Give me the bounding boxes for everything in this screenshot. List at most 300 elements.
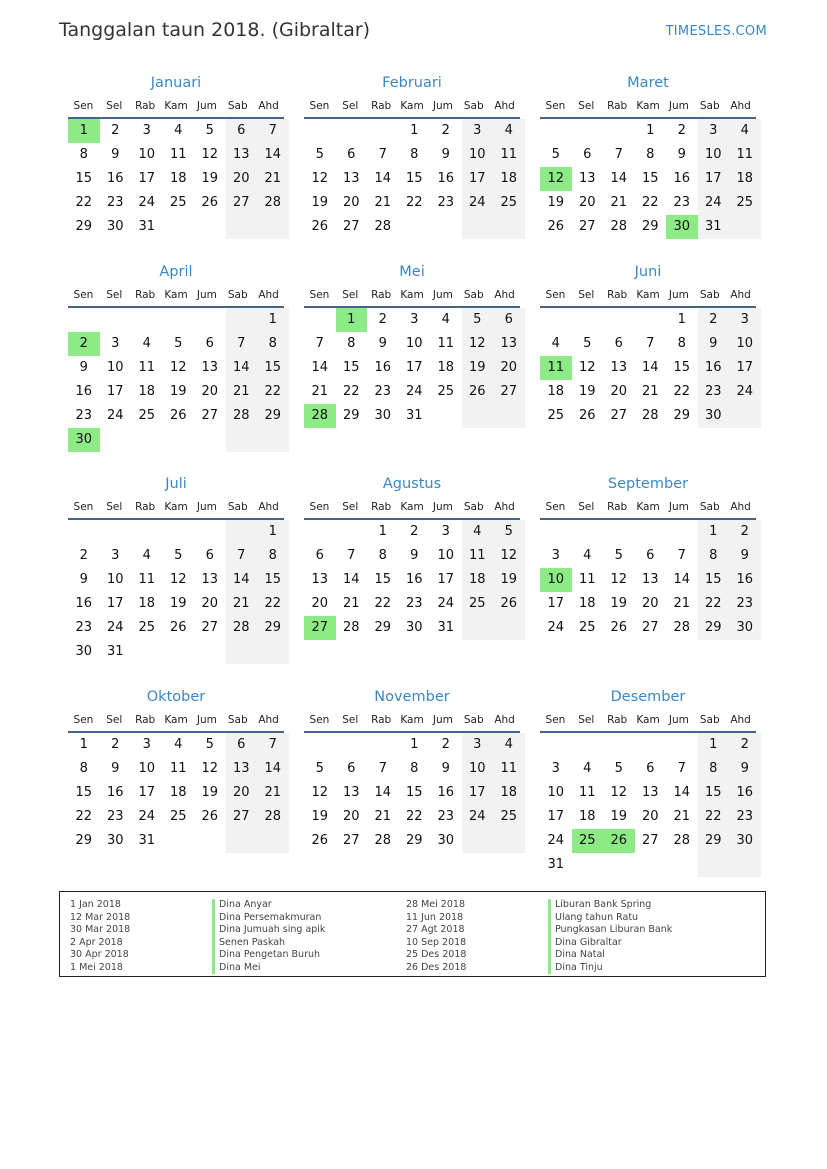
weekday-header <box>540 496 756 520</box>
day-cell: 30 <box>437 833 455 848</box>
day-cell: 29 <box>698 829 730 853</box>
month-title: April <box>159 264 193 280</box>
day-cell: 14 <box>226 568 258 592</box>
day-cell: 22 <box>405 195 423 210</box>
weekday-label: Jum <box>432 100 453 112</box>
day-cell: 14 <box>257 757 289 781</box>
day-cell: 26 <box>201 809 219 824</box>
day-cell: 1 <box>257 308 289 332</box>
day-cell: 18 <box>462 568 494 592</box>
day-cell: 11 <box>138 360 156 375</box>
holiday-date: 30 Mar 2018 <box>70 924 131 935</box>
day-cell: 19 <box>169 384 187 399</box>
day-cell: 19 <box>311 195 329 210</box>
day-cell: 31 <box>698 215 730 239</box>
day-cell: 26 <box>547 219 565 234</box>
empty-cell <box>367 733 399 757</box>
day-cell: 10 <box>405 336 423 351</box>
day-cell: 7 <box>226 544 258 568</box>
day-cell: 2 <box>79 548 88 563</box>
empty-cell <box>304 520 336 544</box>
empty-cell <box>257 640 289 664</box>
month-februari <box>302 71 522 239</box>
weekday-header <box>304 95 520 119</box>
empty-cell <box>729 853 761 877</box>
empty-cell <box>257 829 289 853</box>
day-cell: 23 <box>75 408 93 423</box>
day-cell: 29 <box>342 408 360 423</box>
month-maret <box>538 71 758 239</box>
day-cell: 15 <box>75 785 93 800</box>
day-cell: 24 <box>698 191 730 215</box>
day-cell: 15 <box>405 171 423 186</box>
day-cell: 19 <box>201 171 219 186</box>
day-cell: 8 <box>79 147 88 162</box>
day-cell: 19 <box>169 596 187 611</box>
weekday-label: Sab <box>699 501 720 513</box>
holiday-name: Dina Persemakmuran <box>212 912 325 925</box>
empty-cell <box>540 520 572 544</box>
day-cell: 18 <box>493 167 525 191</box>
day-cell: 8 <box>410 761 419 776</box>
day-cell: 13 <box>610 360 628 375</box>
day-cell: 16 <box>405 572 423 587</box>
weekday-label: Sel <box>578 501 595 513</box>
day-cell: 16 <box>75 596 93 611</box>
empty-cell <box>304 308 336 332</box>
day-cell: 11 <box>437 336 455 351</box>
empty-cell <box>666 733 698 757</box>
day-cell: 20 <box>493 356 525 380</box>
weekday-label: Jum <box>196 289 217 301</box>
day-cell: 28 <box>374 219 392 234</box>
day-cell: 10 <box>540 568 572 592</box>
weekday-label: Sen <box>545 289 566 301</box>
weekday-label: Kam <box>636 100 660 112</box>
day-grid <box>304 733 520 853</box>
weekday-label: Rab <box>607 501 628 513</box>
day-cell: 9 <box>410 548 419 563</box>
month-juni <box>538 260 758 428</box>
day-cell: 22 <box>75 809 93 824</box>
weekday-label: Sab <box>227 501 248 513</box>
day-cell: 3 <box>462 119 494 143</box>
holiday-name: Pungkasan Liburan Bank <box>548 924 672 937</box>
day-cell: 22 <box>257 592 289 616</box>
empty-cell <box>603 308 635 332</box>
holiday-date: 30 Apr 2018 <box>70 949 129 960</box>
day-cell: 30 <box>729 829 761 853</box>
day-cell: 3 <box>698 119 730 143</box>
day-cell: 13 <box>578 171 596 186</box>
empty-cell <box>462 215 494 239</box>
day-cell: 3 <box>441 524 450 539</box>
empty-cell <box>163 215 195 239</box>
empty-cell <box>226 829 258 853</box>
day-cell: 20 <box>342 809 360 824</box>
empty-cell <box>100 428 132 452</box>
day-cell: 4 <box>441 312 450 327</box>
empty-cell <box>194 308 226 332</box>
day-cell: 13 <box>226 757 258 781</box>
empty-cell <box>635 733 667 757</box>
day-cell: 2 <box>729 733 761 757</box>
day-cell: 23 <box>75 620 93 635</box>
day-cell: 13 <box>226 143 258 167</box>
weekday-label: Ahd <box>730 501 751 513</box>
weekday-label: Ahd <box>730 100 751 112</box>
day-cell: 7 <box>257 119 289 143</box>
day-cell: 6 <box>646 761 655 776</box>
month-title: Oktober <box>146 689 206 705</box>
empty-cell <box>304 733 336 757</box>
month-title: September <box>607 476 689 492</box>
empty-cell <box>603 853 635 877</box>
empty-cell <box>226 520 258 544</box>
weekday-header <box>540 95 756 119</box>
day-cell: 3 <box>142 123 151 138</box>
weekday-label: Kam <box>636 289 660 301</box>
month-title: Juni <box>634 264 662 280</box>
empty-cell <box>572 308 604 332</box>
weekday-label: Kam <box>400 100 424 112</box>
day-cell: 4 <box>583 548 592 563</box>
day-cell: 3 <box>462 733 494 757</box>
weekday-label: Sel <box>342 714 359 726</box>
day-cell: 31 <box>138 219 156 234</box>
day-cell: 23 <box>106 195 124 210</box>
day-cell: 21 <box>257 781 289 805</box>
day-cell: 9 <box>677 147 686 162</box>
weekday-label: Sab <box>227 289 248 301</box>
day-cell: 31 <box>106 644 124 659</box>
day-cell: 2 <box>441 737 450 752</box>
empty-cell <box>163 829 195 853</box>
empty-cell <box>572 520 604 544</box>
weekday-label: Kam <box>400 501 424 513</box>
day-cell: 9 <box>729 757 761 781</box>
empty-cell <box>635 308 667 332</box>
weekday-label: Jum <box>668 100 689 112</box>
day-cell: 24 <box>405 384 423 399</box>
day-cell: 11 <box>169 761 187 776</box>
day-cell: 24 <box>138 809 156 824</box>
day-cell: 29 <box>405 833 423 848</box>
day-cell: 20 <box>342 195 360 210</box>
day-cell: 12 <box>169 360 187 375</box>
day-cell: 30 <box>106 219 124 234</box>
day-cell: 16 <box>437 171 455 186</box>
weekday-label: Sen <box>73 100 94 112</box>
weekday-label: Kam <box>164 714 188 726</box>
day-cell: 6 <box>315 548 324 563</box>
weekday-label: Sab <box>227 100 248 112</box>
day-cell: 6 <box>646 548 655 563</box>
empty-cell <box>68 308 100 332</box>
empty-cell <box>226 215 258 239</box>
day-cell: 20 <box>641 809 659 824</box>
weekday-label: Ahd <box>494 714 515 726</box>
weekday-label: Rab <box>607 289 628 301</box>
day-cell: 11 <box>578 572 596 587</box>
day-cell: 26 <box>311 833 329 848</box>
empty-cell <box>226 428 258 452</box>
day-cell: 3 <box>729 308 761 332</box>
day-cell: 1 <box>378 524 387 539</box>
day-cell: 18 <box>729 167 761 191</box>
day-cell: 29 <box>641 219 659 234</box>
day-cell: 4 <box>551 336 560 351</box>
weekday-label: Ahd <box>730 289 751 301</box>
day-cell: 4 <box>174 123 183 138</box>
day-cell: 27 <box>226 191 258 215</box>
day-cell: 7 <box>646 336 655 351</box>
month-title: Desember <box>610 689 686 705</box>
day-cell: 26 <box>311 219 329 234</box>
weekday-label: Kam <box>400 714 424 726</box>
day-cell: 5 <box>174 548 183 563</box>
day-cell: 23 <box>729 805 761 829</box>
day-cell: 7 <box>378 147 387 162</box>
day-cell: 8 <box>378 548 387 563</box>
weekday-label: Sen <box>545 100 566 112</box>
month-juli <box>66 472 286 664</box>
empty-cell <box>430 215 462 239</box>
day-cell: 4 <box>493 733 525 757</box>
empty-cell <box>68 520 100 544</box>
weekday-label: Sen <box>309 501 330 513</box>
holiday-names-left <box>212 899 325 974</box>
day-cell: 21 <box>641 384 659 399</box>
month-title: November <box>374 689 450 705</box>
day-cell: 7 <box>677 761 686 776</box>
day-cell: 15 <box>698 781 730 805</box>
day-cell: 6 <box>226 119 258 143</box>
day-cell: 20 <box>226 167 258 191</box>
day-cell: 4 <box>462 520 494 544</box>
holiday-date: 28 Mei 2018 <box>406 899 465 910</box>
day-cell: 3 <box>142 737 151 752</box>
weekday-label: Sen <box>309 714 330 726</box>
day-cell: 18 <box>138 384 156 399</box>
day-cell: 17 <box>547 596 565 611</box>
weekday-label: Rab <box>135 714 156 726</box>
empty-cell <box>131 428 163 452</box>
day-cell: 17 <box>698 167 730 191</box>
day-cell: 16 <box>729 568 761 592</box>
day-cell: 25 <box>572 829 604 853</box>
site-link[interactable]: TIMESLES.COM <box>665 24 767 39</box>
day-cell: 5 <box>174 336 183 351</box>
day-cell: 6 <box>205 336 214 351</box>
weekday-label: Sab <box>699 100 720 112</box>
page-title: Tanggalan taun 2018. (Gibraltar) <box>59 19 371 41</box>
empty-cell <box>493 829 525 853</box>
day-cell: 25 <box>729 191 761 215</box>
weekday-label: Rab <box>607 714 628 726</box>
day-cell: 7 <box>677 548 686 563</box>
weekday-label: Sen <box>73 501 94 513</box>
day-cell: 12 <box>169 572 187 587</box>
day-cell: 10 <box>462 143 494 167</box>
day-cell: 2 <box>410 524 419 539</box>
day-grid <box>304 520 520 640</box>
day-cell: 11 <box>493 757 525 781</box>
day-cell: 14 <box>342 572 360 587</box>
day-cell: 14 <box>374 785 392 800</box>
weekday-header <box>540 709 756 733</box>
month-mei <box>302 260 522 428</box>
day-cell: 3 <box>551 548 560 563</box>
weekday-header <box>68 496 284 520</box>
day-cell: 7 <box>378 761 387 776</box>
day-cell: 22 <box>405 809 423 824</box>
day-cell: 11 <box>540 356 572 380</box>
day-cell: 15 <box>405 785 423 800</box>
month-september <box>538 472 758 640</box>
holiday-date: 26 Des 2018 <box>406 961 467 973</box>
day-cell: 23 <box>673 195 691 210</box>
day-cell: 17 <box>106 384 124 399</box>
holiday-date: 2 Apr 2018 <box>70 936 123 948</box>
day-cell: 28 <box>610 219 628 234</box>
empty-cell <box>572 733 604 757</box>
day-cell: 25 <box>169 195 187 210</box>
day-cell: 20 <box>641 596 659 611</box>
day-cell: 31 <box>547 857 565 872</box>
day-cell: 25 <box>493 191 525 215</box>
day-cell: 26 <box>603 829 635 853</box>
day-cell: 6 <box>583 147 592 162</box>
weekday-label: Jum <box>196 714 217 726</box>
day-cell: 21 <box>257 167 289 191</box>
weekday-header <box>68 95 284 119</box>
empty-cell <box>729 404 761 428</box>
weekday-label: Sel <box>342 501 359 513</box>
day-cell: 25 <box>578 620 596 635</box>
day-cell: 27 <box>641 833 659 848</box>
day-cell: 9 <box>111 761 120 776</box>
month-title: Mei <box>399 264 425 280</box>
day-cell: 24 <box>437 596 455 611</box>
day-cell: 5 <box>205 123 214 138</box>
day-cell: 24 <box>547 620 565 635</box>
day-cell: 23 <box>698 380 730 404</box>
day-cell: 2 <box>111 123 120 138</box>
day-grid <box>68 119 284 239</box>
day-cell: 8 <box>347 336 356 351</box>
weekday-label: Sel <box>342 100 359 112</box>
month-title: Agustus <box>382 476 442 492</box>
weekday-label: Sen <box>545 714 566 726</box>
day-cell: 19 <box>610 596 628 611</box>
day-cell: 20 <box>201 596 219 611</box>
day-cell: 5 <box>614 548 623 563</box>
day-cell: 13 <box>342 171 360 186</box>
holiday-names-right <box>548 899 672 974</box>
day-cell: 8 <box>646 147 655 162</box>
day-cell: 15 <box>698 568 730 592</box>
day-cell: 14 <box>226 356 258 380</box>
day-cell: 25 <box>493 805 525 829</box>
day-cell: 19 <box>462 356 494 380</box>
empty-cell <box>336 119 368 143</box>
day-cell: 13 <box>641 785 659 800</box>
day-cell: 14 <box>673 572 691 587</box>
weekday-label: Jum <box>196 100 217 112</box>
day-cell: 30 <box>698 404 730 428</box>
day-cell: 17 <box>462 167 494 191</box>
day-cell: 12 <box>311 171 329 186</box>
day-cell: 12 <box>201 761 219 776</box>
day-cell: 18 <box>437 360 455 375</box>
day-cell: 7 <box>257 733 289 757</box>
day-cell: 27 <box>578 219 596 234</box>
empty-cell <box>493 215 525 239</box>
day-cell: 14 <box>673 785 691 800</box>
holiday-name: Liburan Bank Spring <box>548 899 672 912</box>
day-cell: 28 <box>673 833 691 848</box>
day-cell: 15 <box>673 360 691 375</box>
day-cell: 29 <box>257 404 289 428</box>
day-cell: 11 <box>462 544 494 568</box>
holiday-name: Dina Natal <box>548 949 672 962</box>
weekday-label: Jum <box>432 501 453 513</box>
empty-cell <box>304 119 336 143</box>
empty-cell <box>666 520 698 544</box>
day-cell: 1 <box>698 520 730 544</box>
day-cell: 25 <box>138 620 156 635</box>
empty-cell <box>336 520 368 544</box>
weekday-label: Rab <box>371 501 392 513</box>
weekday-label: Sel <box>578 714 595 726</box>
day-cell: 24 <box>462 805 494 829</box>
day-cell: 16 <box>698 356 730 380</box>
day-cell: 26 <box>610 620 628 635</box>
day-cell: 15 <box>257 356 289 380</box>
day-cell: 18 <box>547 384 565 399</box>
day-cell: 18 <box>169 171 187 186</box>
day-cell: 10 <box>138 761 156 776</box>
empty-cell <box>603 733 635 757</box>
day-cell: 14 <box>374 171 392 186</box>
day-cell: 15 <box>374 572 392 587</box>
day-cell: 18 <box>578 596 596 611</box>
month-agustus <box>302 472 522 640</box>
day-cell: 7 <box>347 548 356 563</box>
day-cell: 11 <box>493 143 525 167</box>
day-cell: 14 <box>641 360 659 375</box>
weekday-label: Jum <box>432 714 453 726</box>
day-cell: 11 <box>138 572 156 587</box>
day-cell: 1 <box>79 737 88 752</box>
weekday-label: Rab <box>607 100 628 112</box>
empty-cell <box>226 640 258 664</box>
day-cell: 8 <box>257 544 289 568</box>
empty-cell <box>194 215 226 239</box>
day-cell: 9 <box>79 572 88 587</box>
day-cell: 27 <box>304 616 336 640</box>
empty-cell <box>462 616 494 640</box>
day-cell: 2 <box>68 332 100 356</box>
day-cell: 9 <box>441 761 450 776</box>
day-cell: 10 <box>462 757 494 781</box>
weekday-label: Sab <box>463 100 484 112</box>
day-cell: 13 <box>201 360 219 375</box>
weekday-label: Ahd <box>494 501 515 513</box>
day-cell: 6 <box>614 336 623 351</box>
day-cell: 13 <box>311 572 329 587</box>
